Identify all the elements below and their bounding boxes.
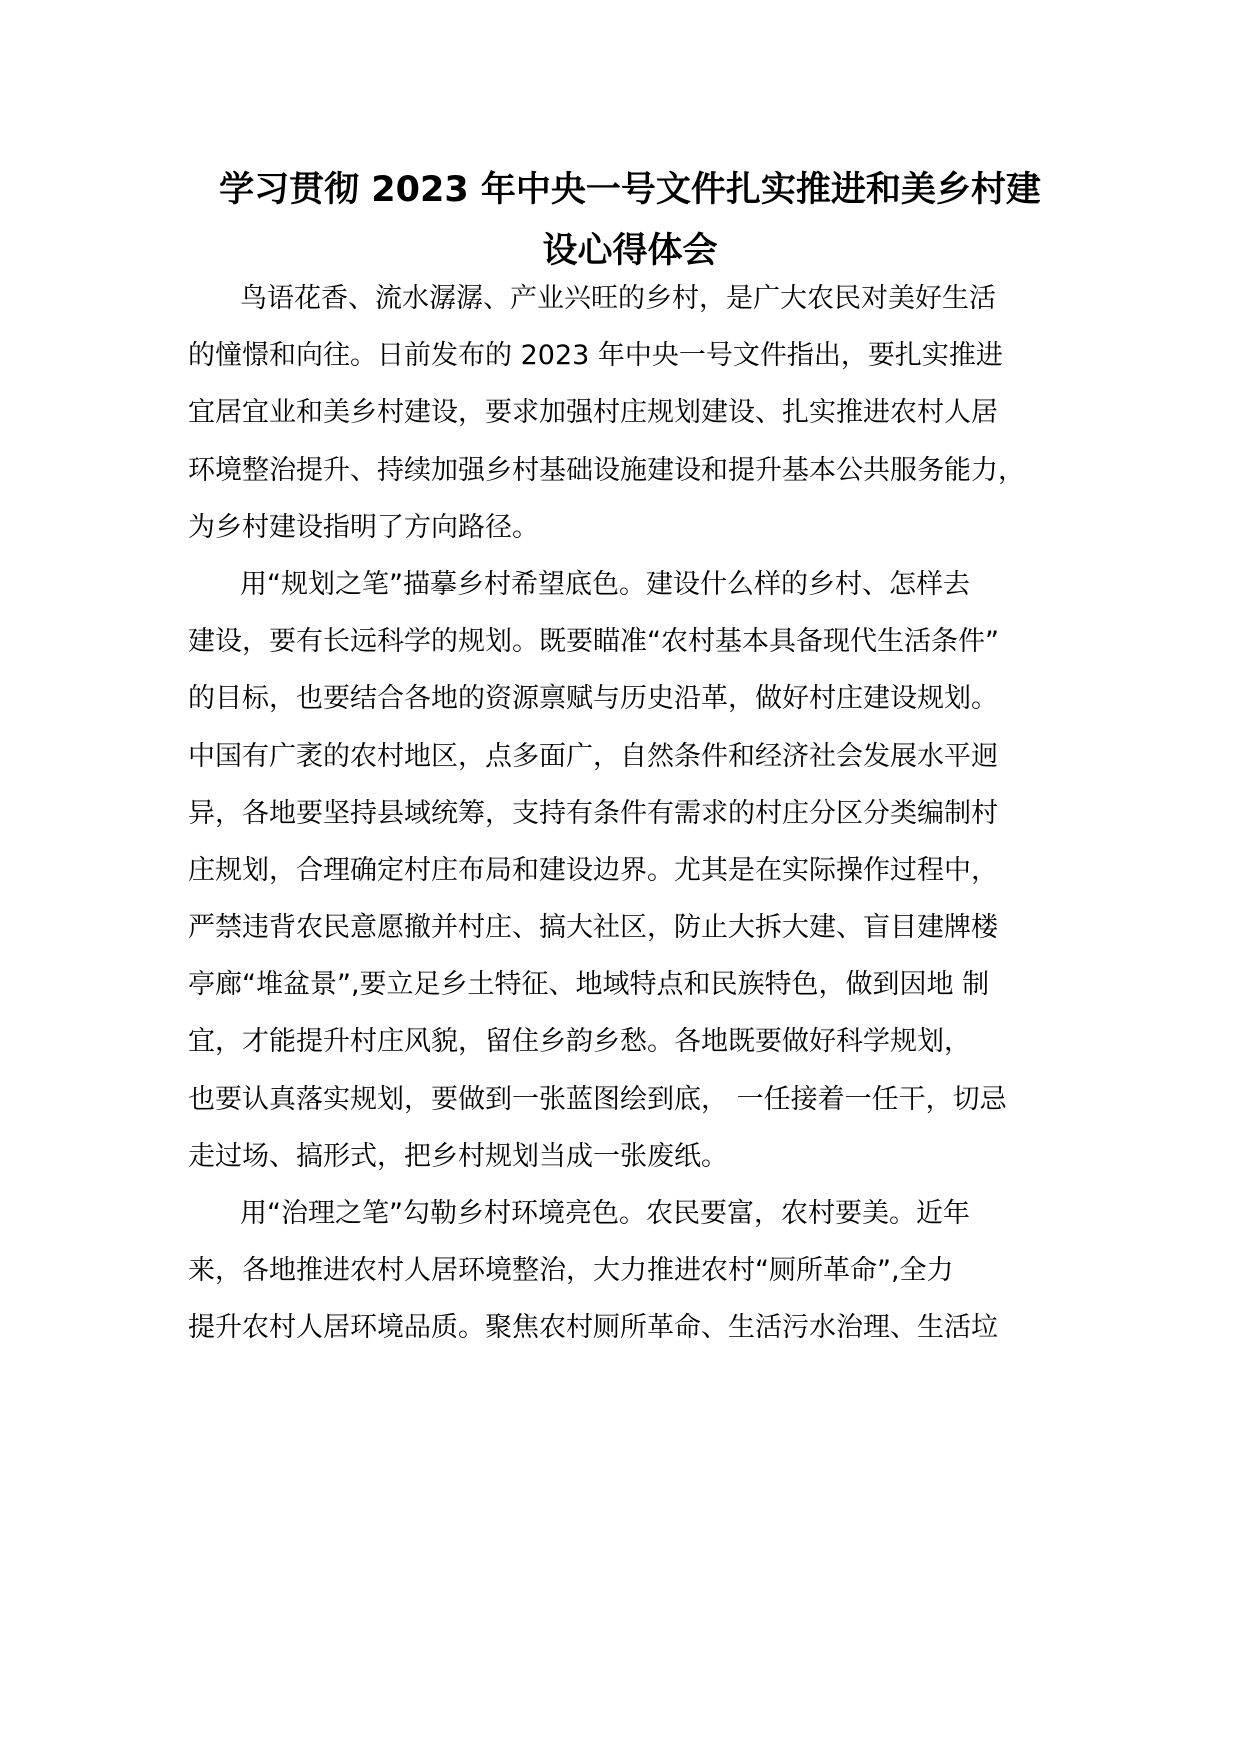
paragraph-line: 庄规划，合理确定村庄布局和建设边界。尤其是在实际操作过程中， bbox=[188, 854, 998, 886]
paragraph-line: 来，各地推进农村人居环境整治，大力推进农村“厕所革命”,全力 bbox=[188, 1255, 954, 1287]
title-line-2: 设心得体会 bbox=[542, 231, 718, 271]
paragraph-line: 用“治理之笔”勾勒乡村环境亮色。农民要富，农村要美。近年 bbox=[240, 1198, 970, 1229]
paragraph-line: 中国有广袤的农村地区，点多面广，自然条件和经济社会发展水平迥 bbox=[188, 740, 998, 772]
paragraph-2 bbox=[188, 556, 1068, 1185]
title-line-1: 学习贯彻 2023 年中央一号文件扎实推进和美乡村建 bbox=[219, 170, 1041, 210]
paragraph-line: 宜，才能提升村庄风貌，留住乡韵乡愁。各地既要做好科学规划， bbox=[188, 1026, 971, 1058]
paragraph-line: 鸟语花香、流水潺潺、产业兴旺的乡村，是广大农民对美好生活 bbox=[240, 283, 996, 314]
paragraph-1 bbox=[188, 270, 1068, 556]
paragraph-line: 用“规划之笔”描摹乡村希望底色。建设什么样的乡村、怎样去 bbox=[240, 568, 970, 600]
paragraph-line: 为乡村建设指明了方向路径。 bbox=[188, 511, 539, 543]
paragraph-line: 提升农村人居环境品质。聚焦农村厕所革命、生活污水治理、生活垃 bbox=[188, 1312, 998, 1344]
paragraph-line: 异，各地要坚持县域统筹，支持有条件有需求的村庄分区分类编制村 bbox=[188, 797, 998, 829]
paragraph-line: 环境整治提升、持续加强乡村基础设施建设和提升基本公共服务能力， bbox=[188, 454, 1025, 486]
paragraph-line: 严禁违背农民意愿撤并村庄、搞大社区，防止大拆大建、盲目建牌楼 bbox=[188, 912, 998, 944]
paragraph-line: 走过场、搞形式，把乡村规划当成一张废纸。 bbox=[188, 1140, 728, 1172]
paragraph-line: 亭廊“堆盆景”,要立足乡土特征、地域特点和民族特色，做到因地 制 bbox=[188, 969, 990, 1001]
document-body bbox=[188, 270, 1068, 1357]
paragraph-line: 宜居宜业和美乡村建设，要求加强村庄规划建设、扎实推进农村人居 bbox=[188, 397, 998, 429]
paragraph-line: 也要认真落实规划，要做到一张蓝图绘到底， 一任接着一任干，切忌 bbox=[188, 1083, 1007, 1115]
paragraph-3 bbox=[188, 1185, 1068, 1357]
paragraph-line: 的目标，也要结合各地的资源禀赋与历史沿革，做好村庄建设规划。 bbox=[188, 683, 998, 715]
paragraph-line: 建设，要有长远科学的规划。既要瞄准“农村基本具备现代生活条件” bbox=[188, 626, 999, 658]
paragraph-line: 的憧憬和向往。日前发布的 2023 年中央一号文件指出，要扎实推进 bbox=[188, 340, 1003, 372]
